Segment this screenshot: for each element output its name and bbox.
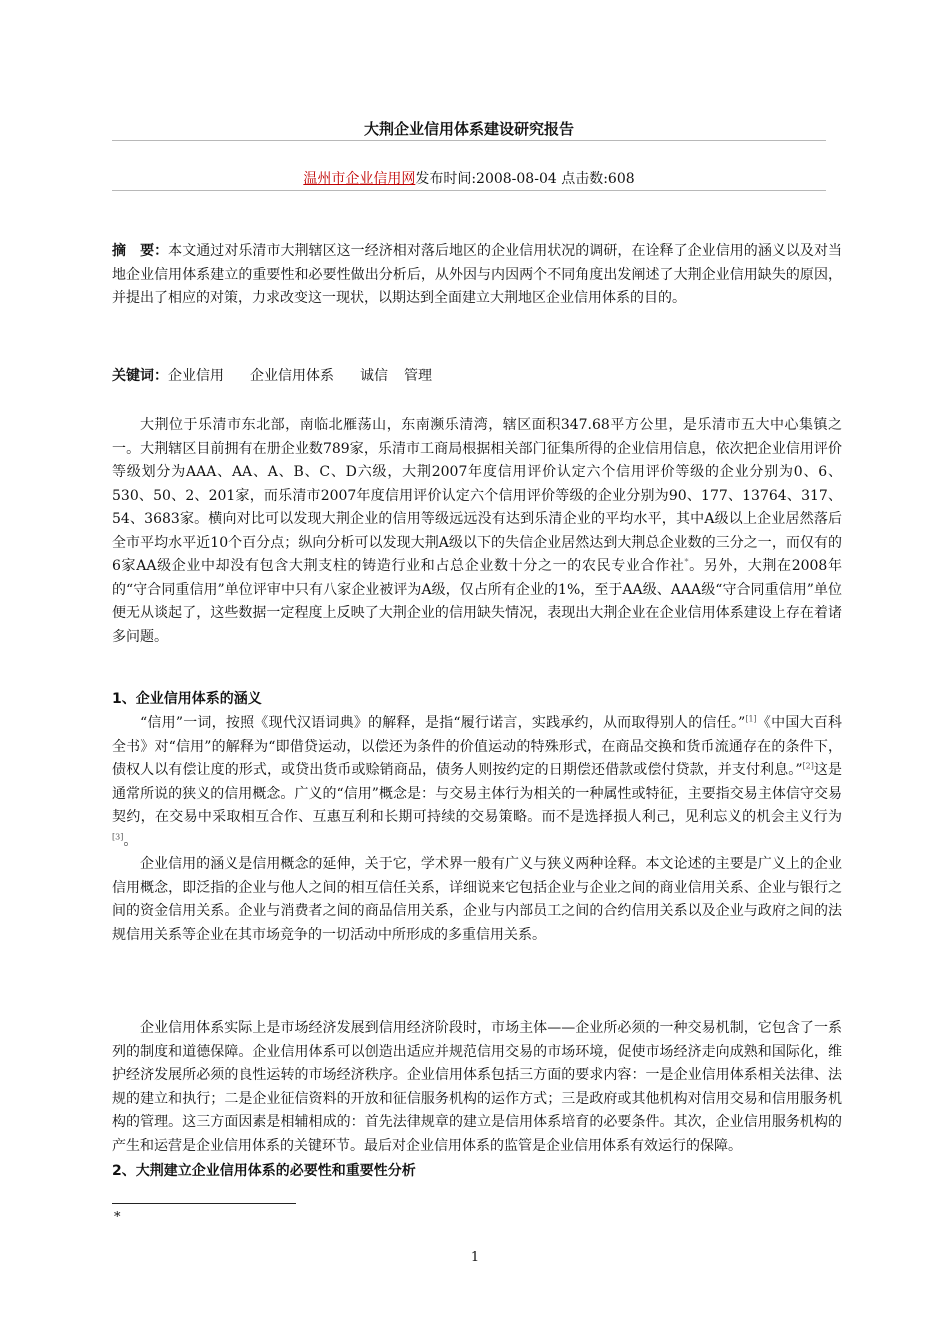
keyword: 企业信用体系 xyxy=(250,368,334,384)
section-1-heading: 1、企业信用体系的涵义 xyxy=(112,691,262,707)
publish-meta xyxy=(112,168,826,188)
title-divider xyxy=(112,140,826,141)
citation-2[interactable]: [2] xyxy=(802,761,814,771)
meta-divider xyxy=(112,190,826,191)
abstract xyxy=(112,240,842,311)
document-title: 大荆企业信用体系建设研究报告 xyxy=(363,120,574,138)
footnote-marker-bottom: * xyxy=(114,1210,121,1225)
keyword: 企业信用 xyxy=(168,368,224,384)
section-1-paragraph-3: 企业信用体系实际上是市场经济发展到信用经济阶段时，市场主体——企业所必须的一种交易机制，它包含了一系列的制度和道德保障。企业信用体系可以创造出适应并规范信用交易的市场环境，促使市场经济走向成熟和国际化，维护经济发展所必须的良性运转的市场经济秩序。企业信用体系包括三方面的要求内容：一是企业信用体系相关法律、法规的建立和执行；二是企业征信资料的开放和征信服务机构的运作方式；三是政府或其他机构对信用交易和信用服务机构的管理。这三方面因素是相辅相成的：首先法律规章的建立是信用体系培育的必要条件。其次，企业信用服务机构的产生和运营是企业信用体系的关键环节。最后对企业信用体系的监管是企业信用体系有效运行的保障。 xyxy=(112,1020,842,1154)
keywords xyxy=(112,365,842,389)
citation-3[interactable]: [3] xyxy=(112,831,124,841)
publish-info: 发布时间:2008-08-04 点击数:608 xyxy=(415,171,635,187)
abstract-text: 本文通过对乐清市大荆辖区这一经济相对落后地区的企业信用状况的调研，在诠释了企业信用的涵义以及对当地企业信用体系建立的重要性和必要性做出分析后，从外因与内因两个不同角度出发阐述了大荆企业信用缺失的原因，并提出了相应的对策，力求改变这一现状，以期达到全面建立大荆地区企业信用体系的目的。 xyxy=(112,243,843,306)
section-1-paragraph-2: 企业信用的涵义是信用概念的延伸，关于它，学术界一般有广义与狭义两种诠释。本文论述的主要是广义上的企业信用概念，即泛指的企业与他人之间的相互信任关系，详细说来它包括企业与企业之间的商业信用关系、企业与银行之间的资金信用关系。企业与消费者之间的商品信用关系，企业与内部员工之间的合约信用关系以及企业与政府之间的法规信用关系等企业在其市场竞争的一切活动中所形成的多重信用关系。 xyxy=(112,856,842,943)
keyword: 诚信 xyxy=(360,368,388,384)
abstract-label: 摘 要： xyxy=(112,243,169,259)
section-1-paragraph-1: “信用”一词，按照《现代汉语词典》的解释，是指“履行诺言，实践承约，从而取得别人的信任。”[1]《中国大百科全书》对“信用”的解释为“即借贷运动，以偿还为条件的价值运动的特殊形式，在商品交换和货币流通存在的条件下，债权人以有偿让度的形式，或贷出货币或赊销商品，债务人则按约定的日期偿还借款或偿付贷款，并支付利息。”[2]这是通常所说的狭义的信用概念。广义的“信用”概念是：与交易主体行为相关的一种属性或特征，主要指交易主体信守交易契约，在交易中采取相互合作、互惠互利和长期可持续的交易策略。而不是选择损人利己，见利忘义的机会主义行为[3]。 xyxy=(112,714,843,849)
footnote-divider xyxy=(112,1203,296,1204)
source-link[interactable]: 温州市企业信用网 xyxy=(303,171,416,187)
footnote-marker[interactable]: * xyxy=(684,557,689,567)
intro-paragraph: 大荆位于乐清市东北部，南临北雁荡山，东南濒乐清湾，辖区面积347.68平方公里，是乐清市五大中心集镇之一。大荆辖区目前拥有在册企业数789家，乐清市工商局根据相关部门征集所得的企业信用信息，依次把企业信用评价等级划分为AAA、AA、A、B、C、D六级，大荆2007年度信用评价认定六个信用评价等级的企业分别为0、6、530、50、2、201家，而乐清市2007年度信用评价认定六个信用评价等级的企业分别为90、177、13764、317、54、3683家。横向对比可以发现大荆企业的信用等级远远没有达到乐清企业的平均水平，其中A级以上企业居然落后全市平均水平近10个百分点；纵向分析可以发现大荆A级以下的失信企业居然达到大荆总企业数的三分之一，而仅有的6家AA级企业中却没有包含大荆支柱的铸造行业和占总企业数十分之一的农民专业合作社*。另外，大荆在2008年的“守合同重信用”单位评审中只有八家企业被评为A级，仅占所有企业的1%，至于AA级、AAA级“守合同重信用”单位便无从谈起了，这些数据一定程度上反映了大荆企业的信用缺失情况，表现出大荆企业在企业信用体系建设上存在着诸多问题。 xyxy=(112,417,842,645)
citation-1[interactable]: [1] xyxy=(745,714,757,724)
page-number: 1 xyxy=(470,1250,480,1265)
keywords-label: 关键词： xyxy=(112,368,168,384)
keyword: 管理 xyxy=(404,368,432,384)
section-2-heading: 2、大荆建立企业信用体系的必要性和重要性分析 xyxy=(112,1163,416,1179)
